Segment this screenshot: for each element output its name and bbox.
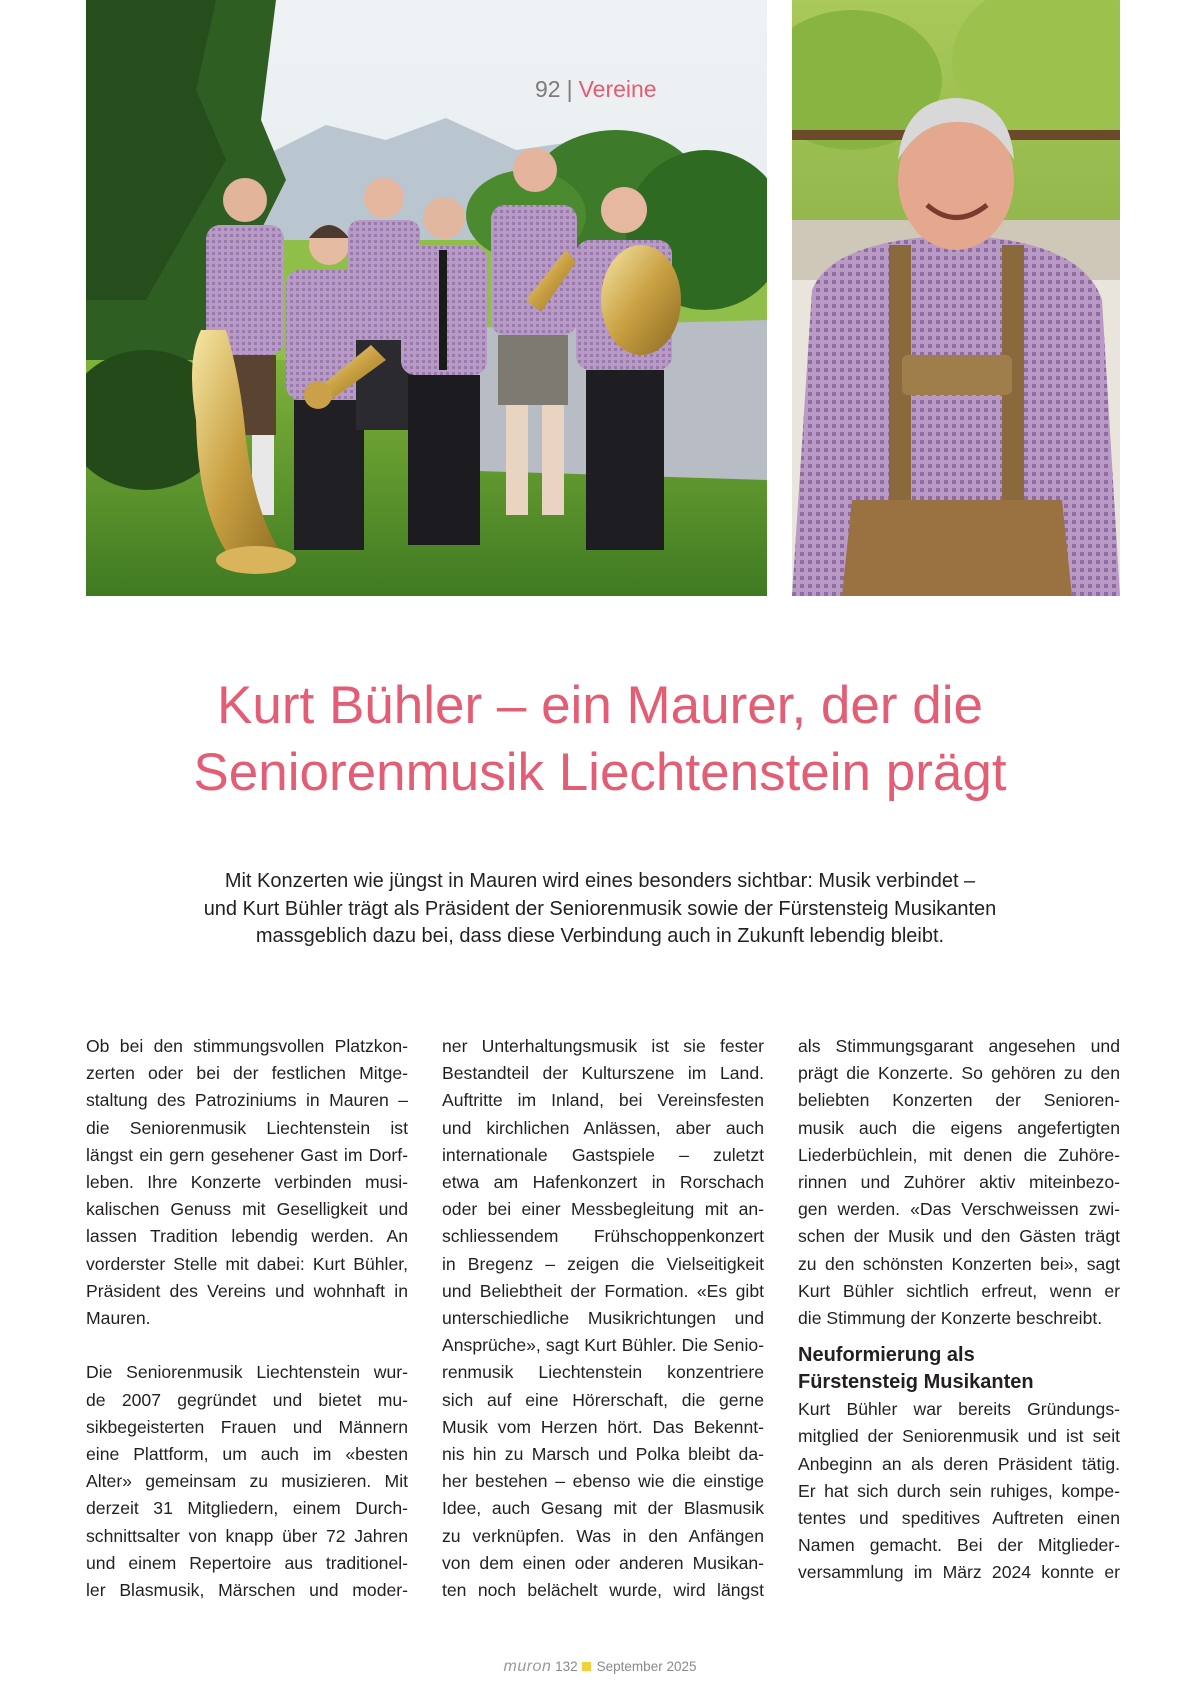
- text-line: sikbegeisterten Frauen und Männern: [86, 1416, 408, 1437]
- issue-number: 132: [555, 1659, 578, 1674]
- text-line: musik auch die eigens angefertigten: [798, 1117, 1120, 1138]
- text-line: lassen Tradition lebendig werden. An: [86, 1226, 408, 1247]
- text-line: und Beliebtheit der Formation. «Es gibt: [442, 1280, 764, 1301]
- text-line: internationale Gastspiele – zuletzt: [442, 1144, 764, 1165]
- text-line: zerten oder bei der festlichen Mitge-: [86, 1063, 408, 1084]
- subheading-line: Neuformierung als: [798, 1344, 975, 1367]
- magazine-name: muron: [503, 1658, 552, 1675]
- text-line: Idee, auch Gesang mit der Blasmusik: [442, 1498, 764, 1519]
- group-photo: [86, 0, 767, 596]
- text-line: Namen gemacht. Bei der Mitglieder-: [798, 1535, 1120, 1556]
- text-line: längst ein gern gesehener Gast im Dorf-: [86, 1144, 408, 1165]
- header-separator: |: [566, 76, 573, 102]
- text-line: unterschiedliche Musikrichtungen und: [442, 1308, 764, 1329]
- text-line: vorderster Stelle mit dabei: Kurt Bühler,: [86, 1253, 408, 1274]
- text-line: prägt die Konzerte. So gehören zu den: [798, 1063, 1120, 1084]
- text-line: de 2007 gegründet und bietet mu-: [86, 1389, 408, 1410]
- paragraph: [442, 1033, 764, 1604]
- text-line: sich auf eine Hörerschaft, die gerne: [442, 1389, 764, 1410]
- article-lead: [100, 868, 1100, 951]
- text-line: Musik vom Herzen hört. Das Bekennt-: [442, 1416, 764, 1437]
- text-line: Anbeginn an als deren Präsident tätig.: [798, 1453, 1120, 1474]
- text-column-1: [86, 1033, 408, 1604]
- text-column-2: [442, 1033, 764, 1604]
- text-line: Er hat sich durch sein ruhiges, kompe-: [798, 1480, 1120, 1501]
- lead-line: massgeblich dazu bei, dass diese Verbindung auch in Zukunft lebendig bleibt.: [255, 925, 945, 947]
- paragraph: [798, 1396, 1120, 1586]
- text-line: beliebten Konzerten der Senioren-: [798, 1090, 1120, 1111]
- text-line: rinnen und Zuhörer aktiv miteinbezo-: [798, 1172, 1120, 1193]
- text-column-3: [798, 1033, 1120, 1587]
- text-line: Auftritte im Inland, bei Vereinsfesten: [442, 1090, 764, 1111]
- text-line: Mauren.: [86, 1308, 151, 1329]
- text-line: Präsident des Vereins und wohnhaft in: [86, 1280, 408, 1301]
- issue-date: September 2025: [596, 1659, 697, 1674]
- text-line: tentes und speditives Auftreten einen: [798, 1508, 1120, 1529]
- text-line: in Bregenz – zeigen die Vielseitigkeit: [442, 1253, 764, 1274]
- text-line: die Seniorenmusik Liechtenstein ist: [86, 1117, 408, 1138]
- article-title: [60, 672, 1140, 806]
- text-line: eine Plattform, um auch im «besten: [86, 1444, 408, 1465]
- text-line: etwa am Hafenkonzert in Rorschach: [442, 1172, 764, 1193]
- text-line: schnittsalter von knapp über 72 Jahren: [86, 1525, 408, 1546]
- text-line: ner Unterhaltungsmusik ist sie fester: [442, 1036, 764, 1056]
- text-line: ler Blasmusik, Märschen und moder-: [86, 1580, 408, 1601]
- text-line: Bestandteil der Kulturszene im Land.: [442, 1063, 764, 1084]
- text-line: zu verknüpfen. Was in den Anfängen: [442, 1525, 764, 1546]
- paragraph: [798, 1033, 1120, 1332]
- text-line: kalischen Genuss mit Geselligkeit und: [86, 1199, 408, 1220]
- text-line: als Stimmungsgarant angesehen und: [798, 1036, 1120, 1056]
- text-line: gen werden. «Das Verschweissen zwi-: [798, 1199, 1120, 1220]
- text-line: nis hin zu Marsch und Polka bleibt da-: [442, 1444, 764, 1465]
- paragraph: [86, 1359, 408, 1604]
- paragraph-gap: [86, 1332, 408, 1359]
- portrait-kurt-buehler-image: [792, 0, 1120, 596]
- text-line: ten noch belächelt wurde, wird längst: [442, 1580, 764, 1601]
- text-line: derzeit 31 Mitgliedern, einem Durch-: [86, 1498, 408, 1519]
- text-line: von dem einen oder anderen Musikan-: [442, 1552, 764, 1573]
- text-line: Alter» gemeinsam zu musizieren. Mit: [86, 1471, 408, 1492]
- text-line: Ansprüche», sagt Kurt Bühler. Die Senio-: [442, 1335, 764, 1356]
- text-line: mitglied der Seniorenmusik und ist seit: [798, 1426, 1120, 1447]
- page-footer: [0, 1658, 1200, 1676]
- paragraph: [86, 1033, 408, 1332]
- text-line: her bestehen – ebenso wie die einstige: [442, 1471, 764, 1492]
- text-line: staltung des Patroziniums in Mauren –: [86, 1090, 408, 1111]
- text-line: Kurt Bühler war bereits Gründungs-: [798, 1399, 1120, 1420]
- text-line: Die Seniorenmusik Liechtenstein wur-: [86, 1362, 408, 1383]
- text-line: und kirchlichen Anlässen, aber auch: [442, 1117, 764, 1138]
- subheading-line: Fürstensteig Musikanten: [798, 1371, 1034, 1394]
- text-line: schen der Musik und den Gästen trägt: [798, 1226, 1120, 1247]
- subheading: [798, 1342, 1120, 1396]
- text-line: Kurt Bühler sichtlich erfreut, wenn er: [798, 1280, 1120, 1301]
- text-line: Liederbüchlein, mit denen die Zuhöre-: [798, 1144, 1120, 1165]
- section-name: Vereine: [578, 76, 657, 102]
- text-line: renmusik Liechtenstein konzentriere: [442, 1362, 764, 1383]
- text-line: oder bei einer Messbegleitung mit an-: [442, 1199, 764, 1220]
- footer-square-icon: [582, 1662, 591, 1671]
- title-line: Seniorenmusik Liechtenstein prägt: [193, 743, 1007, 802]
- text-line: die Stimmung der Konzerte beschreibt.: [798, 1308, 1103, 1329]
- text-line: schliessendem Frühschoppenkonzert: [442, 1226, 764, 1247]
- text-line: zu den schönsten Konzerten bei», sagt: [798, 1253, 1120, 1274]
- title-line: Kurt Bühler – ein Maurer, der die: [217, 676, 983, 735]
- lead-line: Mit Konzerten wie jüngst in Mauren wird eines besonders sichtbar: Musik verbindet –: [224, 870, 976, 892]
- text-line: und einem Repertoire aus traditionel-: [86, 1552, 408, 1573]
- text-line: Ob bei den stimmungsvollen Platzkon-: [86, 1036, 408, 1056]
- group-of-musicians-image: [86, 0, 767, 596]
- text-line: leben. Ihre Konzerte verbinden musi-: [86, 1172, 408, 1193]
- lead-line: und Kurt Bühler trägt als Präsident der Seniorenmusik sowie der Fürstensteig Musikanten: [203, 897, 997, 920]
- page-number: 92: [535, 76, 561, 102]
- page-header: [535, 76, 657, 103]
- portrait-photo: [792, 0, 1120, 596]
- text-line: versammlung im März 2024 konnte er: [798, 1562, 1120, 1583]
